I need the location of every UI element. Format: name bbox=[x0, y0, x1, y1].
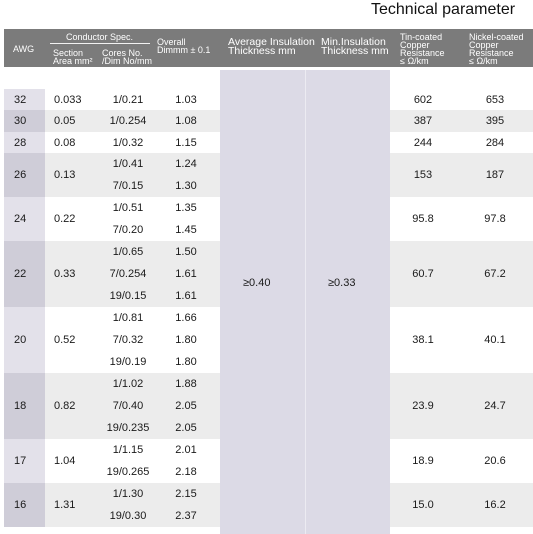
nickel-resistance-value: 40.1 bbox=[484, 334, 506, 346]
nickel-resistance-value: 187 bbox=[485, 169, 505, 181]
cores-value: 7/0.254 bbox=[109, 268, 147, 280]
cores-value: 19/0.30 bbox=[109, 510, 147, 522]
tin-resistance-value: 153 bbox=[413, 169, 433, 181]
overall-diameter-value: 1.61 bbox=[175, 290, 197, 302]
overall-diameter-value: 2.01 bbox=[175, 444, 197, 456]
overall-diameter-value: 2.18 bbox=[175, 466, 197, 478]
overall-diameter-value: 2.15 bbox=[175, 488, 197, 500]
overall-diameter-value: 1.03 bbox=[175, 93, 197, 106]
awg-value: 18 bbox=[14, 400, 27, 412]
tin-resistance-value: 15.0 bbox=[412, 499, 434, 511]
cores-value: 19/0.235 bbox=[106, 422, 150, 434]
header-tin-resistance bbox=[400, 33, 445, 65]
overall-diameter-value: 1.80 bbox=[175, 334, 197, 346]
header-overall-line1: Overall bbox=[157, 37, 186, 47]
avg-insulation-value: ≥0.40 bbox=[243, 277, 271, 289]
tin-resistance-value: 244 bbox=[413, 136, 433, 149]
cores-value: 7/0.15 bbox=[112, 180, 144, 192]
section-area-value: 0.13 bbox=[54, 169, 76, 181]
header-awg: AWG bbox=[13, 44, 35, 54]
overall-diameter-value: 1.88 bbox=[175, 378, 197, 390]
header-nickel-line2: Copper bbox=[469, 40, 499, 50]
cores-value: 19/0.265 bbox=[106, 466, 150, 478]
cores-value: 1/1.30 bbox=[112, 488, 144, 500]
header-conductor-spec: Conductor Spec. bbox=[66, 32, 134, 42]
header-nickel-line3: Resistance bbox=[469, 48, 514, 58]
header-avg-insulation-line1: Average Insulation bbox=[228, 36, 315, 48]
overall-diameter-value: 1.45 bbox=[175, 224, 197, 236]
section-area-value: 0.08 bbox=[54, 136, 76, 149]
header-avg-insulation-line2: Thickness mm bbox=[228, 45, 296, 57]
awg-value: 20 bbox=[14, 334, 27, 346]
awg-value: 22 bbox=[14, 268, 27, 280]
overall-diameter-value: 2.37 bbox=[175, 510, 197, 522]
overall-diameter-value: 1.61 bbox=[175, 268, 197, 280]
cores-value: 1/1.15 bbox=[112, 444, 144, 456]
header-cores bbox=[102, 49, 152, 65]
min-insulation-value: ≥0.33 bbox=[328, 277, 356, 289]
header-divider bbox=[50, 43, 150, 44]
cores-value: 1/0.65 bbox=[112, 246, 144, 258]
overall-diameter-value: 1.80 bbox=[175, 356, 197, 368]
header-section-area-line1: Section bbox=[53, 48, 84, 58]
header-overall bbox=[157, 38, 210, 54]
awg-value: 32 bbox=[14, 93, 27, 106]
awg-value: 16 bbox=[14, 499, 27, 511]
cores-value: 1/0.51 bbox=[112, 202, 144, 214]
overall-diameter-value: 2.05 bbox=[175, 422, 197, 434]
awg-value: 17 bbox=[14, 455, 27, 467]
nickel-resistance-value: 67.2 bbox=[484, 268, 506, 280]
overall-diameter-value: 1.08 bbox=[175, 115, 197, 127]
overall-diameter-value: 2.05 bbox=[175, 400, 197, 412]
cores-value: 19/0.15 bbox=[109, 290, 147, 302]
header-nickel-resistance bbox=[469, 33, 524, 65]
cores-value: 19/0.19 bbox=[109, 356, 147, 368]
header-cores-line2: /Dim No/mm bbox=[102, 56, 152, 66]
overall-diameter-value: 1.15 bbox=[175, 136, 197, 149]
header-overall-line2: Dimmm ± 0.1 bbox=[157, 45, 211, 55]
overall-diameter-value: 1.35 bbox=[175, 202, 197, 214]
section-area-value: 0.82 bbox=[54, 400, 76, 412]
awg-value: 26 bbox=[14, 169, 27, 181]
tin-resistance-value: 38.1 bbox=[412, 334, 434, 346]
awg-value: 24 bbox=[14, 213, 27, 225]
header-nickel-line1: Nickel-coated bbox=[469, 32, 524, 42]
cores-value: 1/0.32 bbox=[112, 136, 144, 149]
section-area-value: 0.22 bbox=[54, 213, 76, 225]
cores-value: 7/0.20 bbox=[112, 224, 144, 236]
header-tin-line4: ≤ Ω/km bbox=[400, 56, 429, 66]
header-avg-insulation bbox=[228, 38, 315, 56]
tin-resistance-value: 23.9 bbox=[412, 400, 434, 412]
cores-value: 1/0.254 bbox=[109, 115, 147, 127]
awg-value: 30 bbox=[14, 115, 27, 127]
tin-resistance-value: 18.9 bbox=[412, 455, 434, 467]
overall-diameter-value: 1.24 bbox=[175, 158, 197, 170]
cores-value: 7/0.40 bbox=[112, 400, 144, 412]
awg-value: 28 bbox=[14, 136, 27, 149]
header-min-insulation bbox=[321, 38, 389, 56]
tin-resistance-value: 60.7 bbox=[412, 268, 434, 280]
header-cores-line1: Cores No. bbox=[102, 48, 143, 58]
section-area-value: 1.31 bbox=[54, 499, 76, 511]
header-tin-line2: Copper bbox=[400, 40, 430, 50]
header-section-area-line2: Area mm² bbox=[53, 56, 93, 66]
cores-value: 7/0.32 bbox=[112, 334, 144, 346]
cores-value: 1/1.02 bbox=[112, 378, 144, 390]
nickel-resistance-value: 395 bbox=[485, 115, 505, 127]
header-min-insulation-line2: Thickness mm bbox=[321, 45, 389, 57]
table-title: Technical parameter bbox=[371, 1, 516, 18]
insulation-column-divider bbox=[305, 70, 306, 534]
header-min-insulation-line1: Min.Insulation bbox=[321, 36, 386, 48]
header-tin-line1: Tin-coated bbox=[400, 32, 443, 42]
section-area-value: 1.04 bbox=[54, 455, 76, 467]
section-area-value: 0.05 bbox=[54, 115, 76, 127]
nickel-resistance-value: 20.6 bbox=[484, 455, 506, 467]
section-area-value: 0.33 bbox=[54, 268, 76, 280]
overall-diameter-value: 1.30 bbox=[175, 180, 197, 192]
nickel-resistance-value: 16.2 bbox=[484, 499, 506, 511]
cores-value: 1/0.21 bbox=[112, 93, 144, 106]
section-area-value: 0.52 bbox=[54, 334, 76, 346]
nickel-resistance-value: 284 bbox=[485, 136, 505, 149]
header-tin-line3: Resistance bbox=[400, 48, 445, 58]
nickel-resistance-value: 97.8 bbox=[484, 213, 506, 225]
nickel-resistance-value: 24.7 bbox=[484, 400, 506, 412]
overall-diameter-value: 1.66 bbox=[175, 312, 197, 324]
cores-value: 1/0.41 bbox=[112, 158, 144, 170]
header-nickel-line4: ≤ Ω/km bbox=[469, 56, 498, 66]
tin-resistance-value: 95.8 bbox=[412, 213, 434, 225]
nickel-resistance-value: 653 bbox=[485, 93, 505, 106]
tin-resistance-value: 602 bbox=[413, 93, 433, 106]
section-area-value: 0.033 bbox=[54, 93, 82, 106]
cores-value: 1/0.81 bbox=[112, 312, 144, 324]
tin-resistance-value: 387 bbox=[413, 115, 433, 127]
overall-diameter-value: 1.50 bbox=[175, 246, 197, 258]
header-section-area bbox=[53, 49, 93, 65]
